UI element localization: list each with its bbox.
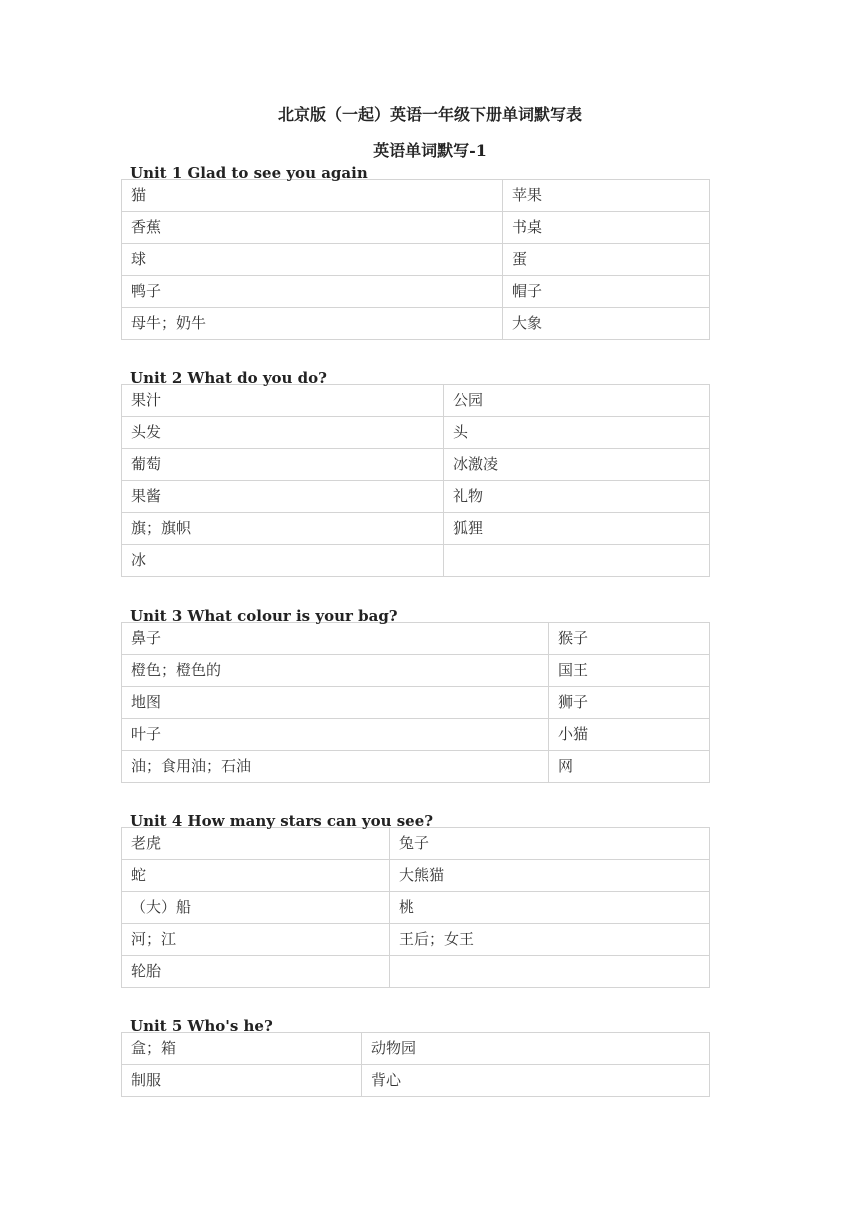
word-cell: 猫 [122,180,503,212]
word-cell: 王后；女王 [390,924,710,956]
table-row [122,892,710,924]
word-cell: 兔子 [390,828,710,860]
table-row [122,956,710,988]
word-cell: 头发 [122,417,444,449]
word-cell: 猴子 [549,623,710,655]
word-cell: （大）船 [122,892,390,924]
word-cell: 老虎 [122,828,390,860]
word-cell: 大熊猫 [390,860,710,892]
word-cell: 帽子 [503,276,710,308]
word-cell: 河；江 [122,924,390,956]
word-cell: 背心 [362,1065,710,1097]
word-cell: 制服 [122,1065,362,1097]
word-cell: 桃 [390,892,710,924]
table-row [122,828,710,860]
unit-heading: Unit 1 Glad to see you again [130,164,368,182]
word-cell [444,545,710,577]
unit-heading: Unit 2 What do you do? [130,369,327,387]
table-row [122,1033,710,1065]
unit-3-word-table [121,622,710,783]
unit-2-word-table [121,384,710,577]
unit-5-section [121,1016,709,1097]
word-cell: 大象 [503,308,710,340]
word-cell: 叶子 [122,719,549,751]
word-cell: 橙色；橙色的 [122,655,549,687]
document-title: 北京版（一起）英语一年级下册单词默写表 [277,105,582,124]
word-cell: 蛋 [503,244,710,276]
word-cell: 球 [122,244,503,276]
word-cell: 小猫 [549,719,710,751]
word-cell: 头 [444,417,710,449]
table-row [122,655,710,687]
word-cell: 鼻子 [122,623,549,655]
table-row [122,513,710,545]
word-cell: 书桌 [503,212,710,244]
word-cell: 葡萄 [122,449,444,481]
word-cell: 果汁 [122,385,444,417]
unit-heading: Unit 5 Who's he? [130,1017,273,1035]
table-row [122,244,710,276]
unit-4-word-table [121,827,710,988]
word-cell: 鸭子 [122,276,503,308]
unit-3-section [121,606,709,783]
table-row [122,385,710,417]
table-row [122,1065,710,1097]
word-cell: 母牛；奶牛 [122,308,503,340]
table-row [122,276,710,308]
word-cell: 轮胎 [122,956,390,988]
word-cell: 动物园 [362,1033,710,1065]
table-row [122,545,710,577]
unit-5-word-table [121,1032,710,1097]
word-cell: 地图 [122,687,549,719]
unit-heading: Unit 3 What colour is your bag? [130,607,398,625]
word-cell: 旗；旗帜 [122,513,444,545]
unit-2-section [121,368,709,577]
table-row [122,687,710,719]
word-cell: 冰 [122,545,444,577]
table-row [122,417,710,449]
unit-4-section [121,811,709,988]
unit-heading: Unit 4 How many stars can you see? [130,812,434,830]
word-cell: 香蕉 [122,212,503,244]
table-row [122,308,710,340]
word-cell: 公园 [444,385,710,417]
word-cell: 国王 [549,655,710,687]
table-row [122,860,710,892]
table-row [122,481,710,513]
word-cell: 狮子 [549,687,710,719]
word-cell: 苹果 [503,180,710,212]
word-cell: 冰激凌 [444,449,710,481]
word-cell: 网 [549,751,710,783]
unit-1-word-table [121,179,710,340]
table-row [122,751,710,783]
word-cell: 果酱 [122,481,444,513]
table-row [122,719,710,751]
word-cell: 油；食用油；石油 [122,751,549,783]
unit-1-section [121,163,709,340]
table-row [122,623,710,655]
table-row [122,212,710,244]
word-cell: 礼物 [444,481,710,513]
word-cell: 盒；箱 [122,1033,362,1065]
word-cell: 狐狸 [444,513,710,545]
table-row [122,924,710,956]
table-row [122,449,710,481]
table-row [122,180,710,212]
document-subtitle: 英语单词默写-1 [373,141,487,160]
word-cell [390,956,710,988]
word-cell: 蛇 [122,860,390,892]
